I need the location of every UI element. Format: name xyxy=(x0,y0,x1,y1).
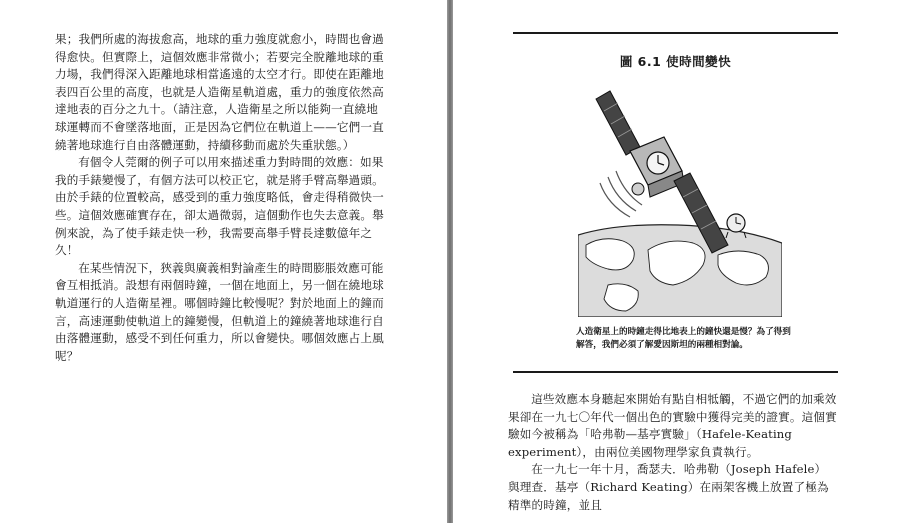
right-page xyxy=(453,0,900,523)
satellite-illustration xyxy=(578,85,782,317)
left-page xyxy=(0,0,447,523)
figure-top-rule xyxy=(513,32,838,34)
paragraph: 在某些情況下，狹義與廣義相對論產生的時間膨脹效應可能會互相抵消。設想有兩個時鐘，一個在地面上，另一個在繞地球軌道運行的人造衛星裡。哪個時鐘比較慢呢？對於地面上的鐘而言，高速運動使軌道上的鐘變慢，但軌道上的鐘繞著地球進行自由落體運動，感受不到任何重力，所以會變快。哪個效應占上風呢？ xyxy=(55,260,384,363)
right-page-body xyxy=(508,391,838,514)
paragraph: 有個令人莞爾的例子可以用來描述重力對時間的效應：如果我的手錶變慢了，有個方法可以校正它，就是將手臂高舉過頭。由於手錶的位置較高，感受到的重力強度略低，會走得稍微快一些。這個效應確實存在，卻太過微弱，這個動作也失去意義。舉例來說，為了使手錶走快一秒，我需要高舉手臂長達數億年之久！ xyxy=(55,155,384,258)
figure-bottom-rule xyxy=(513,371,838,373)
figure-caption: 人造衛星上的時鐘走得比地表上的鐘快還是慢？為了得到解答，我們必須了解愛因斯坦的兩種相對論。 xyxy=(576,327,791,350)
left-page-body xyxy=(55,31,385,365)
paragraph: 果；我們所處的海拔愈高，地球的重力強度就愈小，時間也會過得愈快。但實際上，這個效應非常微小；若要完全脫離地球的重力場，我們得深入距離地球相當遙遠的太空才行。即使在距離地表四百公里的高度，也就是人造衛星軌道處，重力的強度依然高達地表的百分之九十。（請注意，人造衛星之所以能夠一直繞地球運轉而不會墜落地面，正是因為它們位在軌道上——它們一直繞著地球進行自由落體運動，持續移動而處於失重狀態。） xyxy=(55,32,384,152)
figure-title: 圖 6.1 使時間變快 xyxy=(619,54,732,69)
paragraph: 在一九七一年十月，喬瑟夫．哈弗勒（Joseph Hafele）與理查．基亭（Richard Keating）在兩架客機上放置了極為精準的時鐘，並且 xyxy=(508,462,829,512)
solar-panel-upper xyxy=(596,91,640,155)
paragraph: 這些效應本身聽起來開始有點自相牴觸，不過它們的加乘效果卻在一九七〇年代一個出色的實驗中獲得完美的證實。這個實驗如今被稱為「哈弗勒—基亭實驗」（Hafele-Keating experiment），由兩位美國物理學家負責執行。 xyxy=(508,392,837,459)
